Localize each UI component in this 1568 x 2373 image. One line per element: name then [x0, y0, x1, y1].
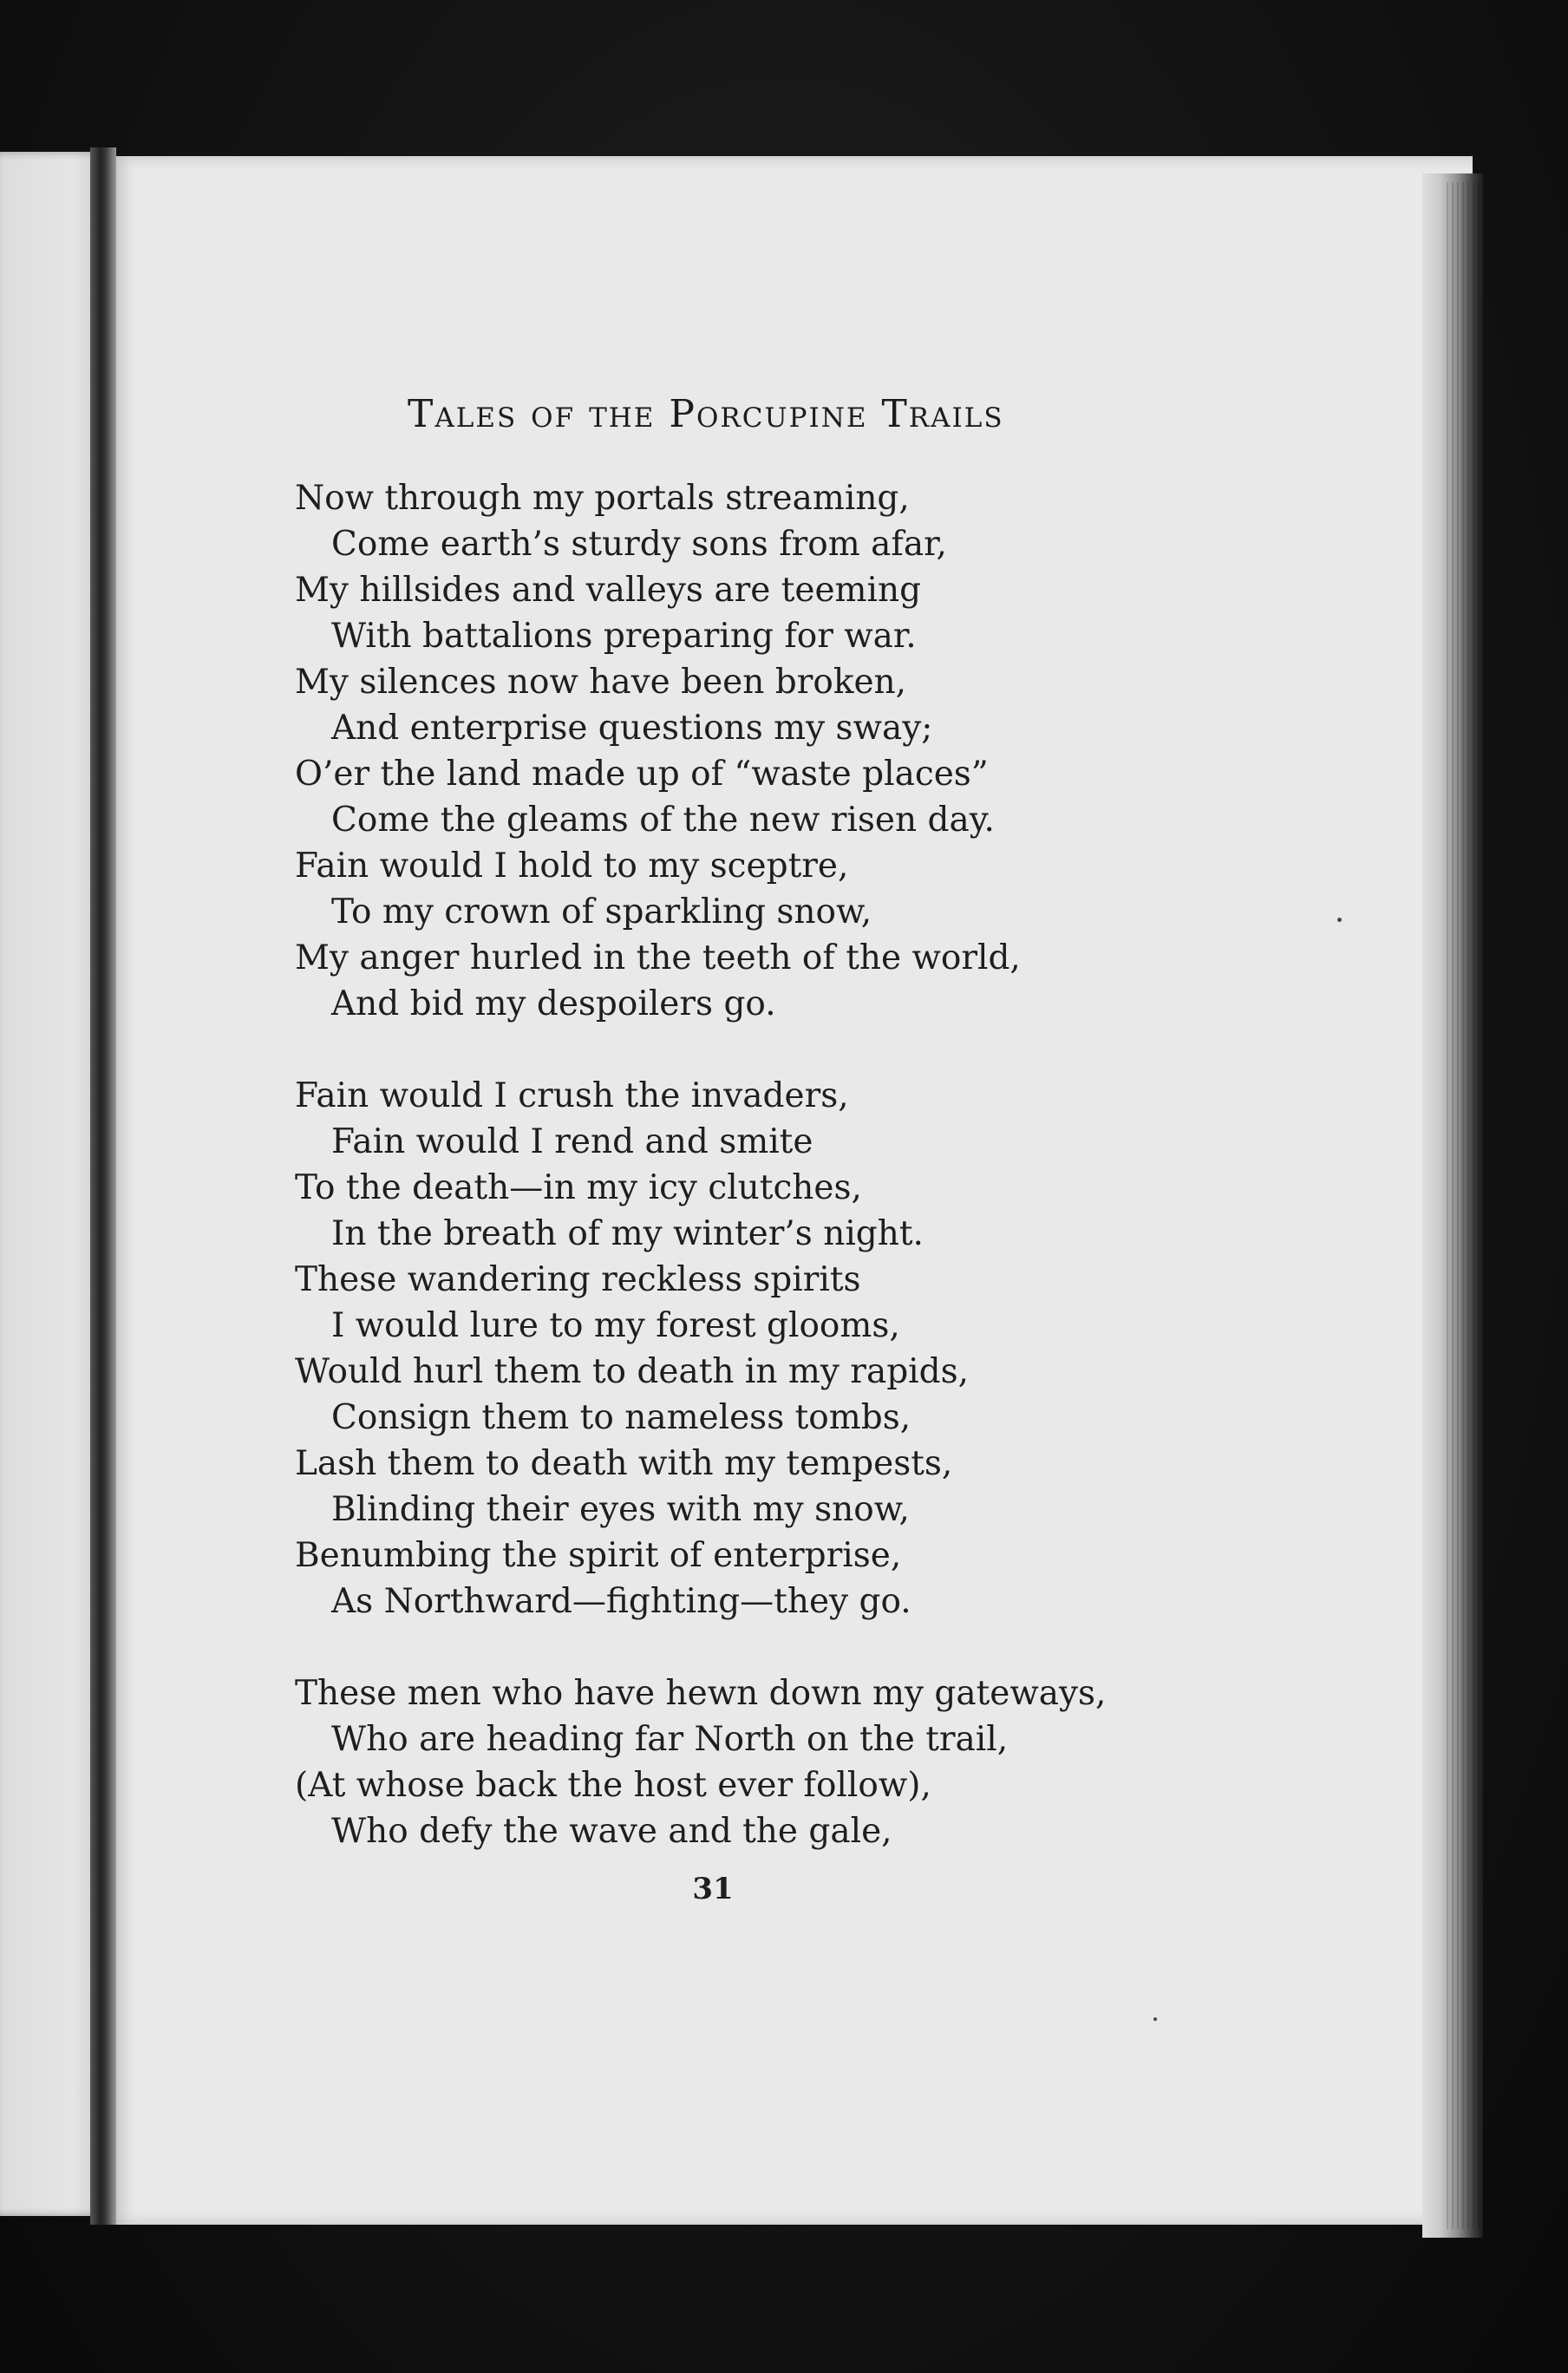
poem-line: In the breath of my winter’s night.	[331, 1214, 924, 1253]
poem-line: Now through my portals streaming,	[295, 479, 910, 518]
paper-speck	[1337, 918, 1342, 922]
poem-line: My hillsides and valleys are teeming	[295, 571, 922, 610]
stanza	[295, 475, 1162, 1027]
poem-line: Blinding their eyes with my snow,	[331, 1490, 910, 1529]
poem-line: And bid my despoilers go.	[331, 984, 776, 1023]
poem-line: Fain would I hold to my sceptre,	[295, 847, 849, 886]
paper-speck	[1153, 2017, 1157, 2021]
poem-line: And enterprise questions my sway;	[331, 709, 933, 748]
running-head: Tales of the Porcupine Trails	[408, 392, 1004, 436]
poem-line: My anger hurled in the teeth of the world,	[295, 938, 1021, 977]
book-gutter	[90, 147, 116, 2225]
poem-line: Who are heading far North on the trail,	[331, 1720, 1009, 1759]
poem-line: Consign them to nameless tombs,	[331, 1398, 911, 1437]
poem-line: With battalions preparing for war.	[331, 617, 917, 656]
poem-line: I would lure to my forest glooms,	[331, 1306, 900, 1345]
poem-line: Benumbing the spirit of enterprise,	[295, 1536, 902, 1575]
poem-line: Would hurl them to death in my rapids,	[295, 1352, 970, 1391]
stanza	[295, 1670, 1162, 1854]
poem-line: Fain would I rend and smite	[331, 1122, 813, 1161]
poem-body	[295, 475, 1162, 1854]
page-number: 31	[692, 1872, 734, 1906]
page-edge-texture	[1447, 182, 1481, 2229]
poem-line: My silences now have been broken,	[295, 663, 907, 702]
poem-line: Who defy the wave and the gale,	[331, 1812, 892, 1851]
poem-line: Come earth’s sturdy sons from afar,	[331, 525, 947, 564]
poem-line: These men who have hewn down my gateways,	[295, 1674, 1107, 1713]
stanza	[295, 1073, 1162, 1624]
poem-line: As Northward—fighting—they go.	[331, 1582, 911, 1621]
poem-line: These wandering reckless spirits	[295, 1260, 861, 1299]
poem-line: Fain would I crush the invaders,	[295, 1076, 849, 1115]
poem-line: Come the gleams of the new risen day.	[331, 801, 995, 840]
facing-page	[0, 152, 102, 2216]
poem-line: (At whose back the host ever follow),	[295, 1766, 931, 1805]
poem-line: To my crown of sparkling snow,	[331, 892, 872, 932]
poem-line: O’er the land made up of “waste places”	[295, 755, 989, 794]
poem-line: Lash them to death with my tempests,	[295, 1444, 953, 1483]
poem-line: To the death—in my icy clutches,	[295, 1168, 862, 1207]
